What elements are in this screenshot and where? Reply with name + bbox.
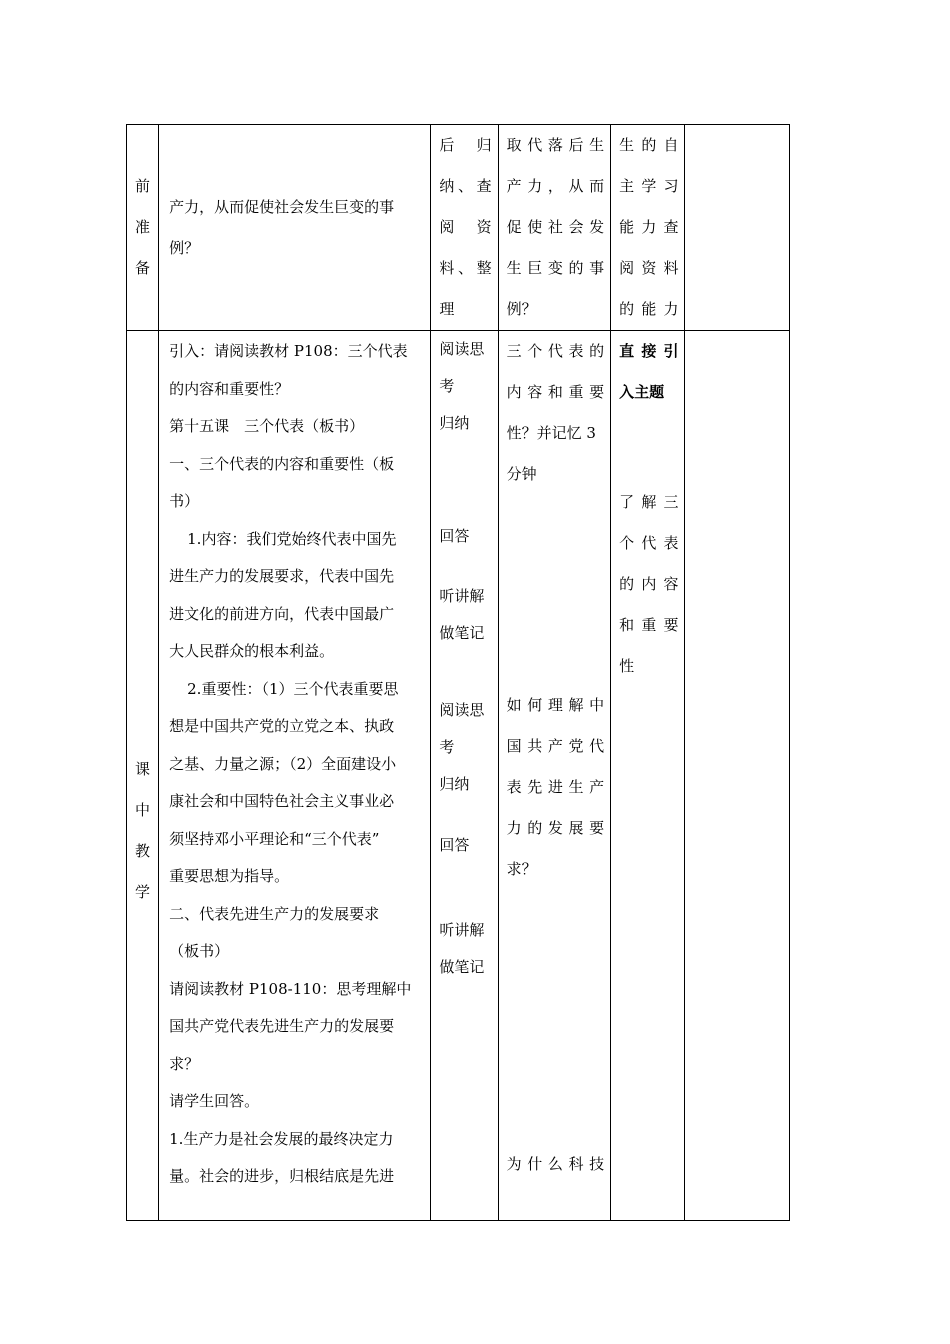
text-line: 如何理解中 xyxy=(506,696,605,714)
text-line: 做笔记 xyxy=(439,958,485,976)
stage-cell xyxy=(127,125,159,331)
text-line: 一、三个代表的内容和重要性（板 xyxy=(169,454,395,473)
text-line: 和重要 xyxy=(619,616,679,634)
design-cell xyxy=(498,125,611,331)
text-line: 进文化的前进方向，代表中国最广 xyxy=(169,604,395,623)
text-line: 内容和重要 xyxy=(506,383,605,401)
table-row xyxy=(127,125,790,331)
teacher-activity-cell xyxy=(159,125,431,331)
text-line: 重要思想为指导。 xyxy=(169,867,290,885)
text-line: 第十五课 三个代表（板书） xyxy=(169,417,365,435)
lesson-plan-table xyxy=(126,124,790,1221)
text-line: 个代表 xyxy=(619,534,679,552)
text-line: 阅资料 xyxy=(619,259,679,277)
text-line: 力的发展要 xyxy=(506,819,605,837)
stage-label: 课中教学 xyxy=(135,759,151,901)
text-line: 进生产力的发展要求，代表中国先 xyxy=(169,567,395,585)
text-line: 听讲解 xyxy=(439,587,485,605)
text-line: （板书） xyxy=(169,942,230,960)
text-line: 想是中国共产党的立党之本、执政 xyxy=(169,717,395,735)
stage-cell xyxy=(127,331,159,1221)
text-line: 请学生回答。 xyxy=(169,1092,260,1110)
text-line: 回答 xyxy=(439,836,470,854)
text-line: 做笔记 xyxy=(439,624,485,642)
text-line: 了解三 xyxy=(619,493,679,511)
text-line: 例？ xyxy=(169,238,200,257)
text-line: 国共产党代 xyxy=(506,737,605,755)
text-line: 理 xyxy=(439,300,455,318)
text-line: 分钟 xyxy=(506,465,537,483)
extra-cell xyxy=(685,331,790,1221)
text-line: 之基、力量之源；（2）全面建设小 xyxy=(169,754,397,773)
text-line: 1.内容：我们党始终代表中国先 xyxy=(187,529,397,548)
text-line: 量。社会的进步，归根结底是先进 xyxy=(169,1167,395,1185)
text-line: 后 归 xyxy=(439,136,492,154)
text-line: 能力查 xyxy=(619,218,679,236)
text-line: 二、代表先进生产力的发展要求 xyxy=(169,904,380,923)
text-line: 阅读思 xyxy=(439,340,485,358)
text-line: 2.重要性：（1）三个代表重要思 xyxy=(187,679,399,698)
text-line: 的能力 xyxy=(619,300,679,318)
text-line: 为什么科技 xyxy=(506,1155,605,1173)
text-line: 听讲解 xyxy=(439,921,485,939)
student-activity-cell xyxy=(431,331,498,1221)
text-line: 入主题 xyxy=(619,383,665,401)
extra-cell xyxy=(685,125,790,331)
text-line: 引入：请阅读教材 P108：三个代表 xyxy=(169,342,408,360)
text-line: 主学习 xyxy=(619,177,679,195)
text-line: 归纳 xyxy=(439,414,470,432)
text-line: 国共产党代表先进生产力的发展要 xyxy=(169,1017,395,1035)
text-line: 考 xyxy=(439,738,455,756)
text-line: 须坚持邓小平理论和“三个代表” xyxy=(169,829,380,848)
text-line: 的内容和重要性？ xyxy=(169,379,290,398)
text-line: 求？ xyxy=(506,860,537,878)
text-line: 促使社会发 xyxy=(506,218,605,236)
text-line: 产力，从而促使社会发生巨变的事 xyxy=(169,197,395,216)
text-line: 取代落后生 xyxy=(506,136,605,154)
text-line: 性？并记忆 3 xyxy=(506,424,596,442)
text-line: 归纳 xyxy=(439,775,470,793)
text-line: 表先进生产 xyxy=(506,778,605,796)
text-line: 料、整 xyxy=(439,259,492,277)
text-line: 考 xyxy=(439,377,455,395)
text-line: 纳、查 xyxy=(439,177,492,195)
design-cell xyxy=(498,331,611,1221)
text-line: 请阅读教材 P108-110：思考理解中 xyxy=(169,979,412,998)
text-line: 三个代表的 xyxy=(506,342,605,360)
stage-label: 前准备 xyxy=(135,177,151,277)
teacher-activity-cell xyxy=(159,331,431,1221)
intent-cell xyxy=(611,125,685,331)
text-line: 求？ xyxy=(169,1054,200,1073)
text-line: 大人民群众的根本利益。 xyxy=(169,642,335,660)
text-line: 阅 资 xyxy=(439,218,492,236)
text-line: 产力，从而 xyxy=(506,177,605,195)
text-line: 书） xyxy=(169,492,200,510)
text-line: 阅读思 xyxy=(439,701,485,719)
text-line: 生的自 xyxy=(619,136,679,154)
intent-cell xyxy=(611,331,685,1221)
text-line: 例？ xyxy=(506,300,537,318)
text-line: 性 xyxy=(619,657,635,675)
student-activity-cell xyxy=(431,125,498,331)
text-line: 1.生产力是社会发展的最终决定力 xyxy=(169,1129,394,1148)
text-line: 回答 xyxy=(439,527,470,545)
table-row xyxy=(127,331,790,1221)
text-line: 直接引 xyxy=(619,342,679,360)
text-line: 生巨变的事 xyxy=(506,259,605,277)
text-line: 康社会和中国特色社会主义事业必 xyxy=(169,792,395,810)
text-line: 的内容 xyxy=(619,575,679,593)
